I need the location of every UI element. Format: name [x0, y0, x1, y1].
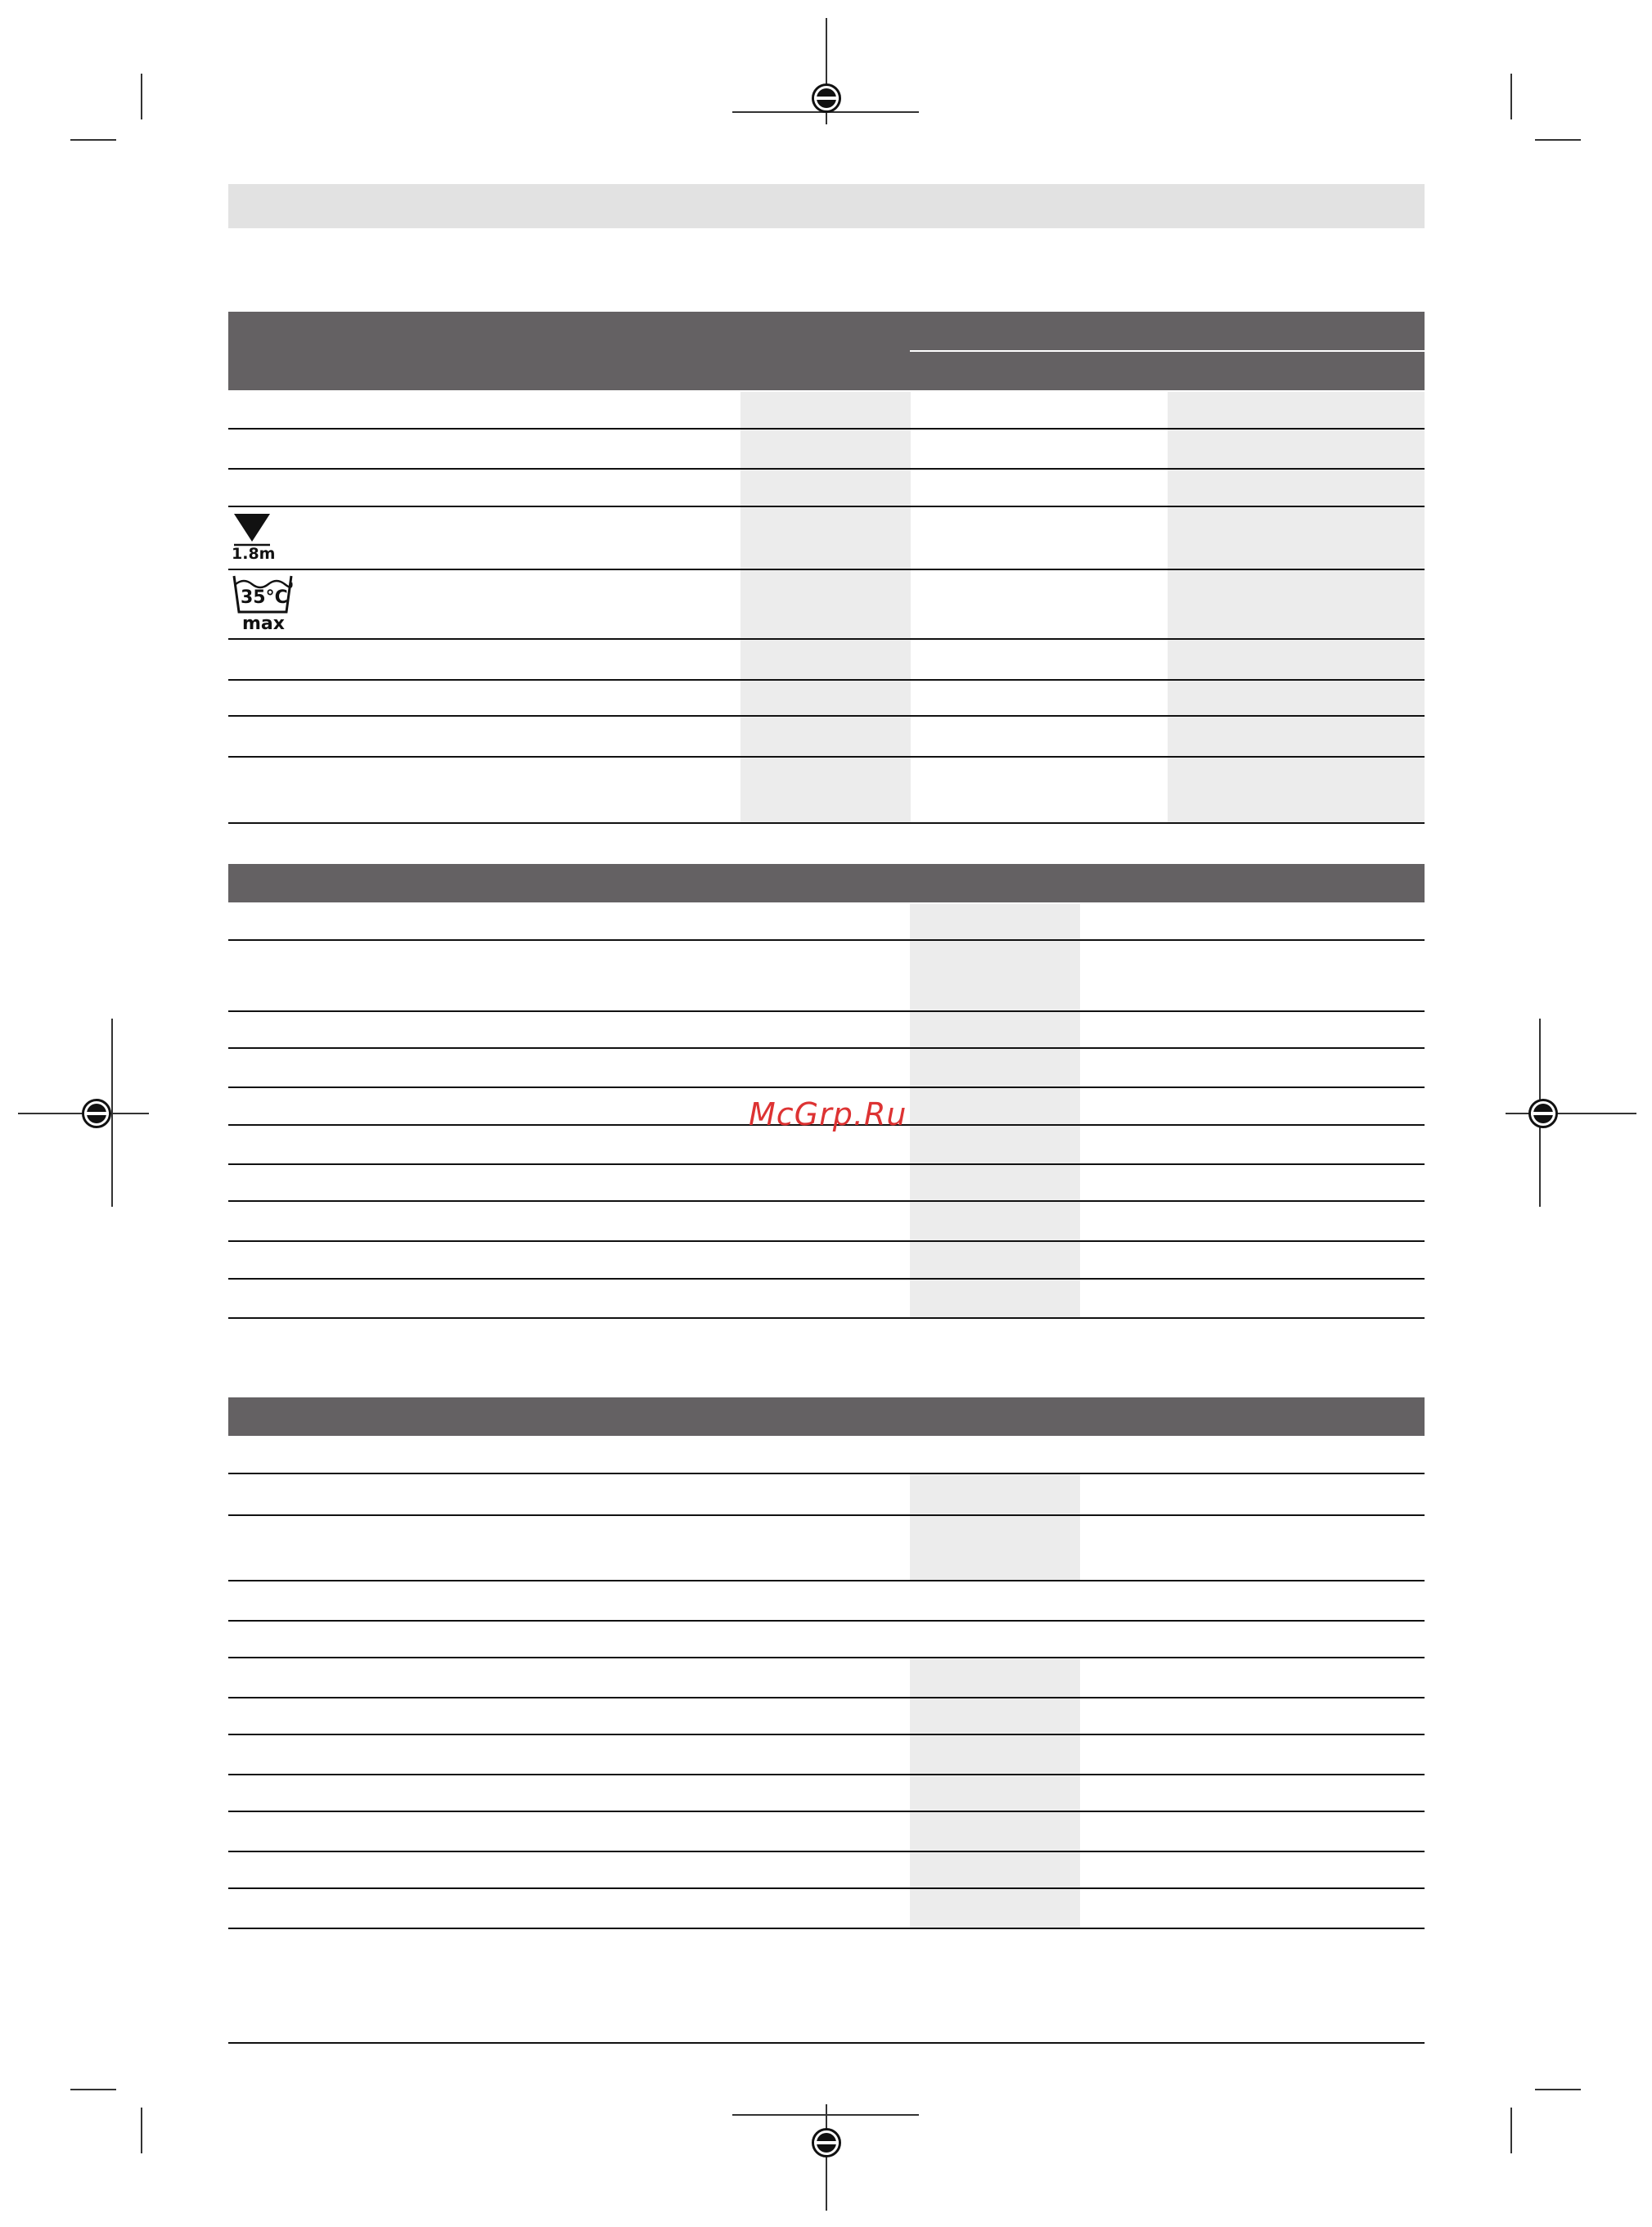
- registration-mark-top: [812, 83, 841, 113]
- water-temperature-sub: max: [242, 614, 285, 634]
- footer-rule: [228, 2042, 1425, 2044]
- watermark: McGrp.Ru: [749, 1096, 907, 1132]
- table-3-header: [228, 1397, 1425, 1436]
- page-header-bar: [228, 184, 1425, 228]
- registration-mark-left: [82, 1099, 111, 1128]
- registration-mark-bottom: [812, 2128, 841, 2157]
- water-depth-label: 1.8m: [232, 545, 276, 563]
- registration-mark-right: [1528, 1099, 1558, 1128]
- water-temperature-label: 35°C: [241, 587, 288, 608]
- table-2-header: [228, 864, 1425, 902]
